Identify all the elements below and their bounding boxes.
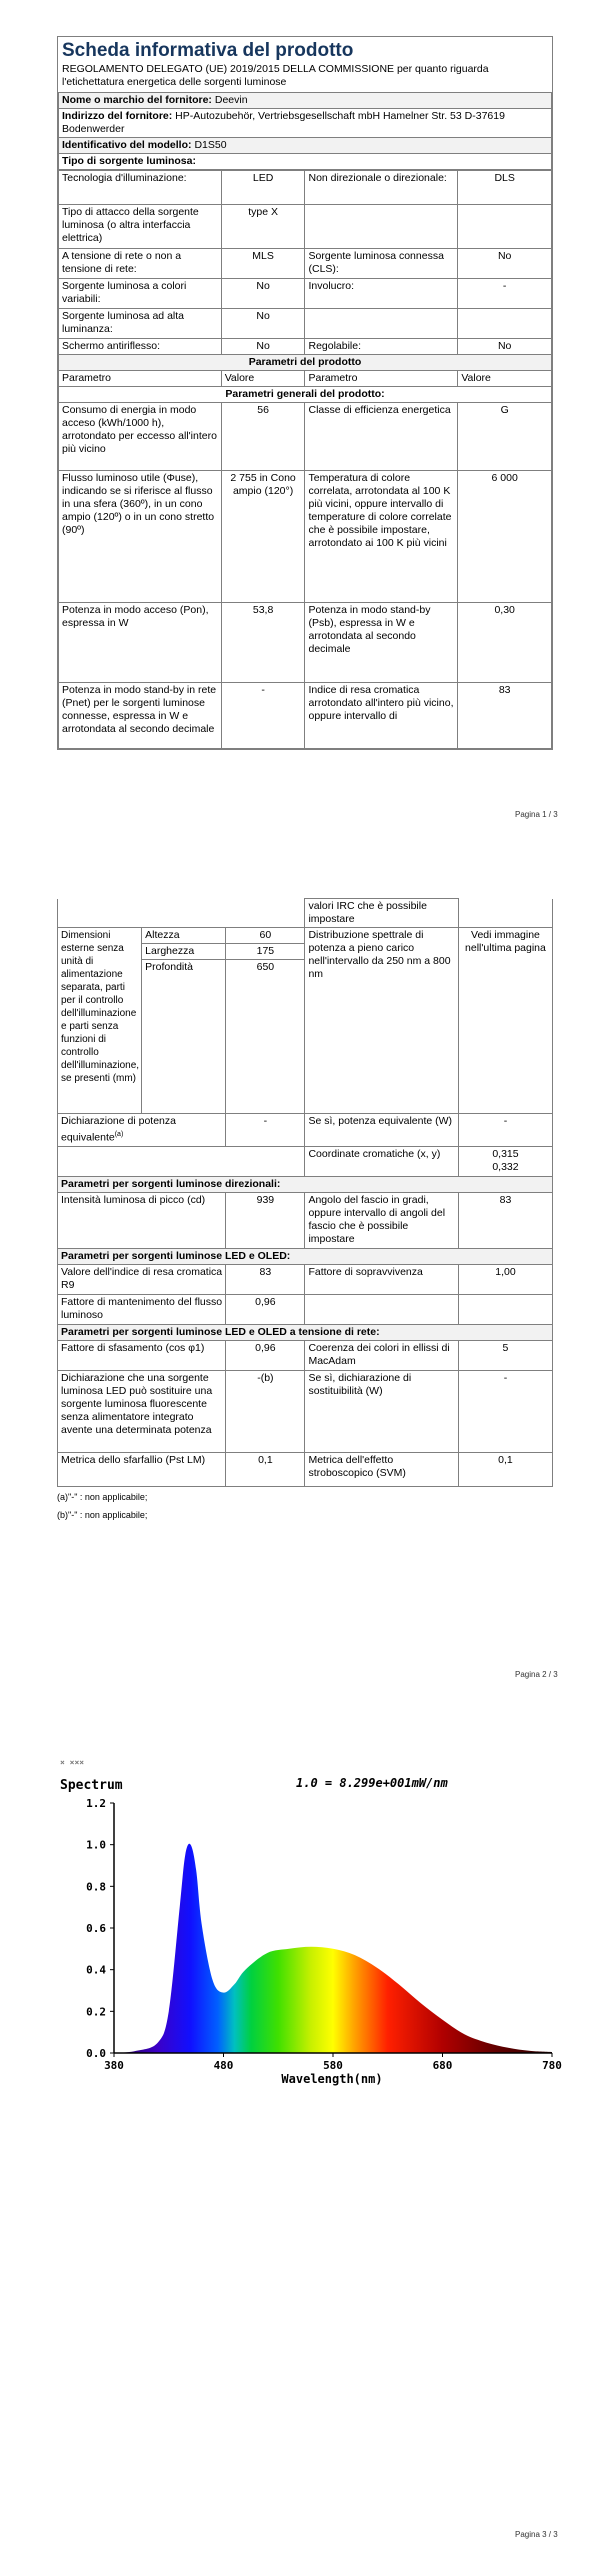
- coh-value: 5: [458, 1340, 552, 1370]
- highlum-label: Sorgente luminosa ad alta luminanza:: [59, 309, 222, 339]
- y-tick-label: 0.0: [86, 2047, 106, 2060]
- address-row: [59, 109, 552, 138]
- page-2: [0, 880, 603, 1700]
- page-2-frame: [57, 898, 553, 1521]
- dims-label: Dimensioni esterne senza unità di alimentazione separata, parti per il controllo dell'illuminazione e parti senza funzioni di controllo dell'illuminazione, se presenti (mm): [58, 928, 142, 1114]
- col-param-2: Parametro: [305, 371, 458, 387]
- empty-cell: [305, 205, 458, 249]
- col-value-1: Valore: [221, 371, 305, 387]
- document-subtitle: REGOLAMENTO DELEGATO (UE) 2019/2015 DELLA COMMISSIONE per quanto riguarda l'etichettatura energetica delle sorgenti luminose: [62, 63, 489, 88]
- x-tick-label: 580: [323, 2059, 343, 2072]
- fluor-w-label: Se sì, dichiarazione di sostituibilità (W): [305, 1370, 458, 1452]
- page-1: [0, 0, 603, 820]
- depth-label: Profondità: [142, 960, 226, 1114]
- class-label: Classe di efficienza energetica: [305, 403, 458, 471]
- dim-value: No: [458, 339, 552, 355]
- plot-area: [86, 1797, 562, 2072]
- cct-value: 6 000: [458, 471, 552, 603]
- led-header: Parametri per sorgenti luminose LED e OLED:: [58, 1248, 553, 1264]
- pnet-value: -: [221, 683, 305, 749]
- x-tick-label: 480: [213, 2059, 234, 2072]
- maint-value: 0,96: [226, 1294, 305, 1324]
- supplier-table: [58, 92, 552, 170]
- surv-value: 1,00: [458, 1264, 552, 1294]
- dim-label: Regolabile:: [305, 339, 458, 355]
- colour-label: Sorgente luminosa a colori variabili:: [59, 279, 222, 309]
- tech-value: LED: [221, 171, 305, 205]
- fluor-value: -(b): [226, 1370, 305, 1452]
- peak-value: 939: [226, 1192, 305, 1248]
- mains-value: MLS: [221, 249, 305, 279]
- psb-label: Potenza in modo stand-by (Psb), espressa in W e arrotondata al secondo decimale: [305, 603, 458, 683]
- x-axis-label: Wavelength(nm): [281, 2072, 383, 2086]
- flux-label: Flusso luminoso utile (Φuse), indicando se si riferisce al flusso in una sfera (360º), in un cono ampio (120º) o in un cono stretto (90º): [59, 471, 222, 603]
- chart-title: Spectrum: [60, 1778, 123, 1793]
- y-tick-label: 0.6: [86, 1922, 106, 1935]
- page-3-footer: Pagina 3 / 3: [515, 2530, 558, 2539]
- class-value: G: [458, 403, 552, 471]
- document-title: Scheda informativa del prodotto: [62, 40, 354, 61]
- model-value: D1S50: [194, 139, 227, 151]
- equiv-label: [58, 1114, 226, 1147]
- cos-value: 0,96: [226, 1340, 305, 1370]
- peak-label: Intensità luminosa di picco (cd): [58, 1192, 226, 1248]
- mains-header: Parametri per sorgenti luminose LED e OLED a tensione di rete:: [58, 1324, 553, 1340]
- empty-cell: [305, 309, 458, 339]
- tech-label: Tecnologia d'illuminazione:: [59, 171, 222, 205]
- chart-annotation: 1.0 = 8.299e+001mW/nm: [296, 1776, 448, 1790]
- general-header: Parametri generali del prodotto:: [59, 387, 552, 403]
- model-row: [59, 138, 552, 154]
- height-value: 60: [226, 928, 305, 944]
- chroma-y: 0,332: [492, 1160, 519, 1173]
- cos-label: Fattore di sfasamento (cos φ1): [58, 1340, 226, 1370]
- spectrum-chart: [52, 1755, 562, 2100]
- depth-value: 650: [226, 960, 305, 1114]
- page-2-table: [57, 898, 553, 1487]
- x-tick-label: 780: [542, 2059, 562, 2072]
- pst-label: Metrica dello sfarfallio (Pst LM): [58, 1452, 226, 1486]
- cap-label: Tipo di attacco della sorgente luminosa (o altra interfaccia elettrica): [59, 205, 222, 249]
- equiv-note: (a): [114, 1131, 124, 1138]
- psb-value: 0,30: [458, 603, 552, 683]
- mains-label: A tensione di rete o non a tensione di rete:: [59, 249, 222, 279]
- flux-value: 2 755 in Cono ampio (120°): [221, 471, 305, 603]
- envelope-label: Involucro:: [305, 279, 458, 309]
- pnet-label: Potenza in modo stand-by in rete (Pnet) per le sorgenti luminose connesse, espressa in W e arrotondata al secondo decimale: [59, 683, 222, 749]
- energy-label: Consumo di energia in modo acceso (kWh/1000 h), arrotondato per eccesso all'intero più vicino: [59, 403, 222, 471]
- page-1-frame: [57, 36, 553, 750]
- page-2-footer: Pagina 2 / 3: [515, 1670, 558, 1679]
- y-tick-label: 0.2: [86, 2005, 106, 2019]
- spectrum-area: [114, 1844, 552, 2053]
- params-header: Parametri del prodotto: [59, 355, 552, 371]
- connected-label: Sorgente luminosa connessa (CLS):: [305, 249, 458, 279]
- svm-value: 0,1: [458, 1452, 552, 1486]
- beam-value: 83: [458, 1192, 552, 1248]
- col-value-2: Valore: [458, 371, 552, 387]
- chroma-values: [458, 1146, 552, 1176]
- empty-cell: [58, 899, 305, 928]
- glare-label: Schermo antiriflesso:: [59, 339, 222, 355]
- empty-cell: [305, 1294, 458, 1324]
- y-tick-label: 0.4: [86, 1963, 106, 1977]
- coh-label: Coerenza dei colori in ellissi di MacAdam: [305, 1340, 458, 1370]
- envelope-value: -: [458, 279, 552, 309]
- dir-header: Parametri per sorgenti luminose direzionali:: [58, 1176, 553, 1192]
- pst-value: 0,1: [226, 1452, 305, 1486]
- supplier-row: [59, 93, 552, 109]
- supplier-value: Deevin: [214, 94, 248, 106]
- supplier-label: Nome o marchio del fornitore:: [62, 94, 212, 106]
- note-a: (a)"-" : non applicabile;: [57, 1491, 148, 1502]
- empty-cell: [458, 309, 552, 339]
- equiv-w-label: Se sì, potenza equivalente (W): [305, 1114, 458, 1147]
- spectrum-svg: [52, 1755, 562, 2100]
- empty-cell: [458, 1294, 552, 1324]
- highlum-value: No: [221, 309, 305, 339]
- y-tick-label: 0.8: [86, 1880, 106, 1894]
- empty-cell: [58, 1146, 305, 1176]
- equiv-w-value: -: [458, 1114, 552, 1147]
- x-tick-label: 680: [432, 2059, 453, 2072]
- cri-label: Indice di resa cromatica arrotondato all'intero più vicino, oppure intervallo di: [305, 683, 458, 749]
- x-tick-label: 380: [104, 2059, 124, 2072]
- r9-label: Valore dell'indice di resa cromatica R9: [58, 1264, 226, 1294]
- fluor-label: Dichiarazione che una sorgente luminosa LED può sostituire una sorgente luminosa fluorescente senza alimentatore integrato avente una determinata potenza: [58, 1370, 226, 1452]
- pon-label: Potenza in modo acceso (Pon), espressa in W: [59, 603, 222, 683]
- nondir-value: DLS: [458, 171, 552, 205]
- address-value: HP-Autozubehör, Vertriebsgesellschaft mbH Hamelner Str. 53 D-37619 Bodenwerder: [62, 110, 505, 135]
- colour-value: No: [221, 279, 305, 309]
- address-label: Indirizzo del fornitore:: [62, 110, 173, 122]
- col-param-1: Parametro: [59, 371, 222, 387]
- surv-label: Fattore di sopravvivenza: [305, 1264, 458, 1294]
- svm-label: Metrica dell'effetto stroboscopico (SVM): [305, 1452, 458, 1486]
- spectral-label: Distribuzione spettrale di potenza a pieno carico nell'intervallo da 250 nm a 800 nm: [305, 928, 458, 1114]
- cri-cont: valori IRC che è possibile impostare: [305, 899, 458, 928]
- chroma-label: Coordinate cromatiche (x, y): [305, 1146, 458, 1176]
- fluor-w-value: -: [458, 1370, 552, 1452]
- energy-value: 56: [221, 403, 305, 471]
- empty-cell: [458, 899, 552, 928]
- maint-label: Fattore di mantenimento del flusso luminoso: [58, 1294, 226, 1324]
- page-1-footer: Pagina 1 / 3: [515, 810, 558, 819]
- width-value: 175: [226, 944, 305, 960]
- y-tick-label: 1.2: [86, 1797, 106, 1810]
- note-b: (b)"-" : non applicabile;: [57, 1509, 148, 1520]
- source-type-row: Tipo di sorgente luminosa:: [59, 154, 552, 170]
- model-label: Identificativo del modello:: [62, 139, 192, 151]
- empty-cell: [458, 205, 552, 249]
- cap-value: type X: [221, 205, 305, 249]
- connected-value: No: [458, 249, 552, 279]
- r9-value: 83: [226, 1264, 305, 1294]
- equiv-value: -: [226, 1114, 305, 1147]
- beam-label: Angolo del fascio in gradi, oppure intervallo di angoli del fascio che è possibile impostare: [305, 1192, 458, 1248]
- glare-value: No: [221, 339, 305, 355]
- cri-value: 83: [458, 683, 552, 749]
- width-label: Larghezza: [142, 944, 226, 960]
- pon-value: 53,8: [221, 603, 305, 683]
- nondir-label: Non direzionale o direzionale:: [305, 171, 458, 205]
- equiv-label-text: Dichiarazione di potenza equivalente: [61, 1115, 176, 1144]
- spectral-value: Vedi immagine nell'ultima pagina: [458, 928, 552, 1114]
- chroma-x: 0,315: [492, 1147, 519, 1160]
- y-tick-label: 1.0: [86, 1838, 106, 1852]
- cct-label: Temperatura di colore correlata, arrotondata al 100 K più vicini, oppure intervallo di temperature di colore correlate che è possibile impostare, arrotondato ai 100 K più vicini: [305, 471, 458, 603]
- characteristics-table: [58, 170, 552, 749]
- height-label: Altezza: [142, 928, 226, 944]
- header-marks: × ×××: [60, 1758, 85, 1767]
